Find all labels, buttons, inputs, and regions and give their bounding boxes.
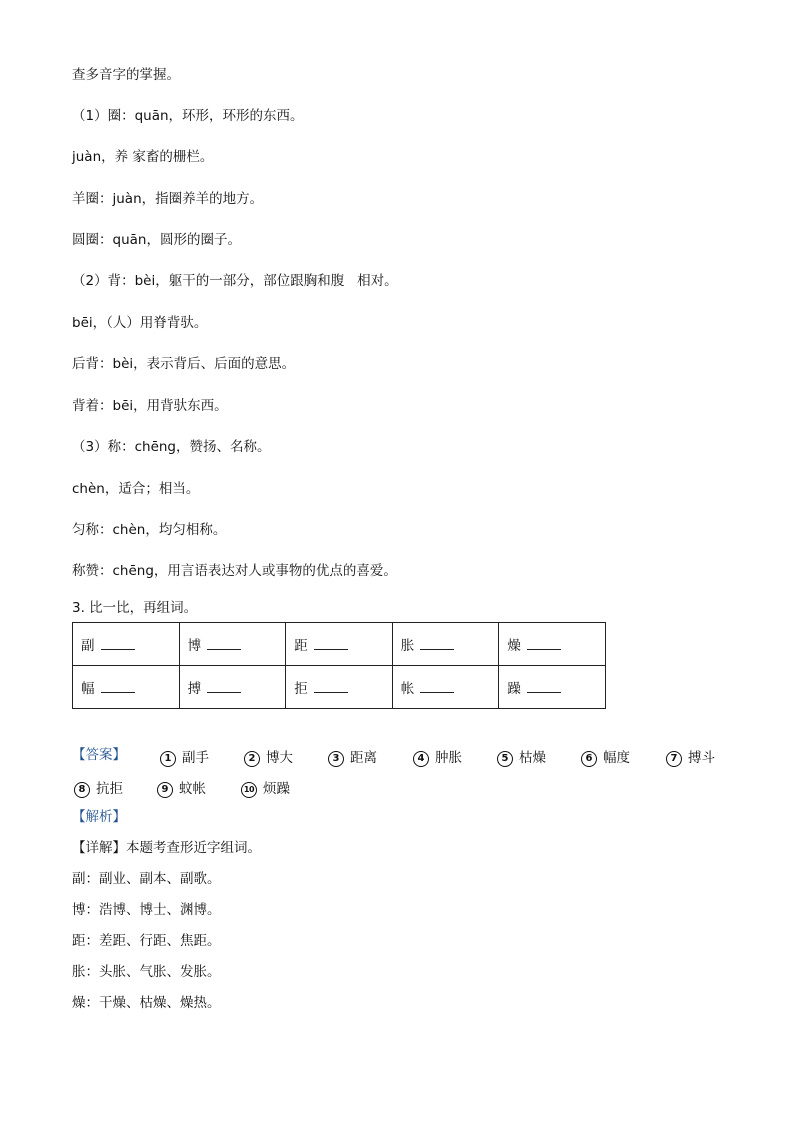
- table-row: [73, 666, 606, 709]
- cell-char: 搏: [187, 681, 202, 697]
- text-line: 背着：bēi，用背驮东西。: [72, 398, 228, 414]
- circled-number: 7: [666, 751, 682, 767]
- answer-blank[interactable]: [101, 681, 135, 693]
- answer-text: 博大: [266, 750, 293, 766]
- circled-number: 2: [244, 751, 260, 767]
- cell-char: 距: [294, 638, 308, 654]
- question-title: 3. 比一比，再组词。: [72, 600, 198, 616]
- table-cell: [73, 666, 180, 709]
- answer-label: 【答案】: [72, 747, 126, 763]
- text-line: （1）圈：quān，环形，环形的东西。: [72, 108, 304, 124]
- answer-blank[interactable]: [314, 638, 348, 650]
- cell-char: 副: [81, 638, 95, 654]
- answer-blank[interactable]: [314, 681, 348, 693]
- table-row: [73, 623, 606, 666]
- answer-item: [581, 746, 630, 767]
- answer-item: [74, 777, 123, 798]
- answer-text: 烦躁: [263, 781, 290, 797]
- cell-char: 帐: [400, 681, 415, 697]
- answer-item: [241, 777, 290, 798]
- answer-item: [157, 777, 206, 798]
- answer-text: 搏斗: [688, 750, 715, 766]
- answer-text: 距离: [350, 750, 377, 766]
- table-cell: [73, 623, 180, 666]
- text-line: juàn，养 家畜的栅栏。: [72, 149, 214, 165]
- answer-text: 副手: [182, 750, 209, 766]
- answer-blank[interactable]: [207, 638, 241, 650]
- answer-item: [666, 746, 715, 767]
- answer-item: [497, 746, 546, 767]
- table-cell: [499, 623, 606, 666]
- circled-number: 1: [160, 751, 176, 767]
- circled-number: 5: [497, 751, 513, 767]
- circled-number: 4: [413, 751, 429, 767]
- circled-number: 9: [157, 782, 173, 798]
- table-cell: [286, 623, 393, 666]
- answer-blank[interactable]: [420, 681, 454, 693]
- analysis-label: 【解析】: [72, 809, 126, 825]
- answer-text: 蚊帐: [179, 781, 206, 797]
- answer-text: 抗拒: [96, 781, 123, 797]
- answer-row: [72, 746, 126, 764]
- table-cell: [392, 666, 499, 709]
- answer-blank[interactable]: [527, 638, 561, 650]
- answer-text: 肿胀: [435, 750, 462, 766]
- cell-char: 博: [187, 638, 202, 654]
- cell-char: 躁: [507, 681, 521, 697]
- table-cell: [286, 666, 393, 709]
- table-cell: [392, 623, 499, 666]
- answer-item: [328, 746, 377, 767]
- circled-number: 3: [328, 751, 344, 767]
- circled-number: 8: [74, 782, 90, 798]
- text-line: chèn，适合；相当。: [72, 481, 200, 497]
- answer-item: [160, 746, 209, 767]
- answer-text: 幅度: [603, 750, 630, 766]
- table-cell: [179, 666, 286, 709]
- text-line: 羊圈：juàn，指圈养羊的地方。: [72, 191, 264, 207]
- answer-item: [413, 746, 462, 767]
- text-line: 称赞：chēng，用言语表达对人或事物的优点的喜爱。: [72, 563, 397, 579]
- table-cell: [179, 623, 286, 666]
- cell-char: 燥: [507, 638, 521, 654]
- text-line: 查多音字的掌握。: [72, 67, 180, 83]
- cell-char: 拒: [294, 681, 308, 697]
- table-cell: [499, 666, 606, 709]
- cell-char: 幅: [81, 681, 95, 697]
- circled-number: 6: [581, 751, 597, 767]
- text-line: bēi，（人）用脊背驮。: [72, 315, 208, 331]
- text-line: 博：浩博、博士、渊博。: [72, 902, 221, 918]
- answer-blank[interactable]: [420, 638, 454, 650]
- answer-blank[interactable]: [527, 681, 561, 693]
- text-line: 后背：bèi，表示背后、后面的意思。: [72, 356, 296, 372]
- answer-item: [244, 746, 293, 767]
- text-line: 副：副业、副本、副歌。: [72, 871, 221, 887]
- text-line: 【详解】本题考查形近字组词。: [72, 840, 261, 856]
- answer-blank[interactable]: [207, 681, 241, 693]
- cell-char: 胀: [400, 638, 415, 654]
- answer-text: 枯燥: [519, 750, 546, 766]
- compare-table: [72, 622, 606, 709]
- text-line: 距：差距、行距、焦距。: [72, 933, 221, 949]
- text-line: 燥：干燥、枯燥、燥热。: [72, 995, 221, 1011]
- answer-blank[interactable]: [101, 638, 135, 650]
- text-line: 胀：头胀、气胀、发胀。: [72, 964, 221, 980]
- text-line: 圆圈：quān，圆形的圈子。: [72, 232, 241, 248]
- circled-number: 10: [241, 782, 257, 798]
- text-line: 匀称：chèn，均匀相称。: [72, 522, 227, 538]
- text-line: （3）称：chēng，赞扬、名称。: [72, 439, 271, 455]
- text-line: （2）背：bèi，躯干的一部分，部位跟胸和腹 相对。: [72, 273, 398, 289]
